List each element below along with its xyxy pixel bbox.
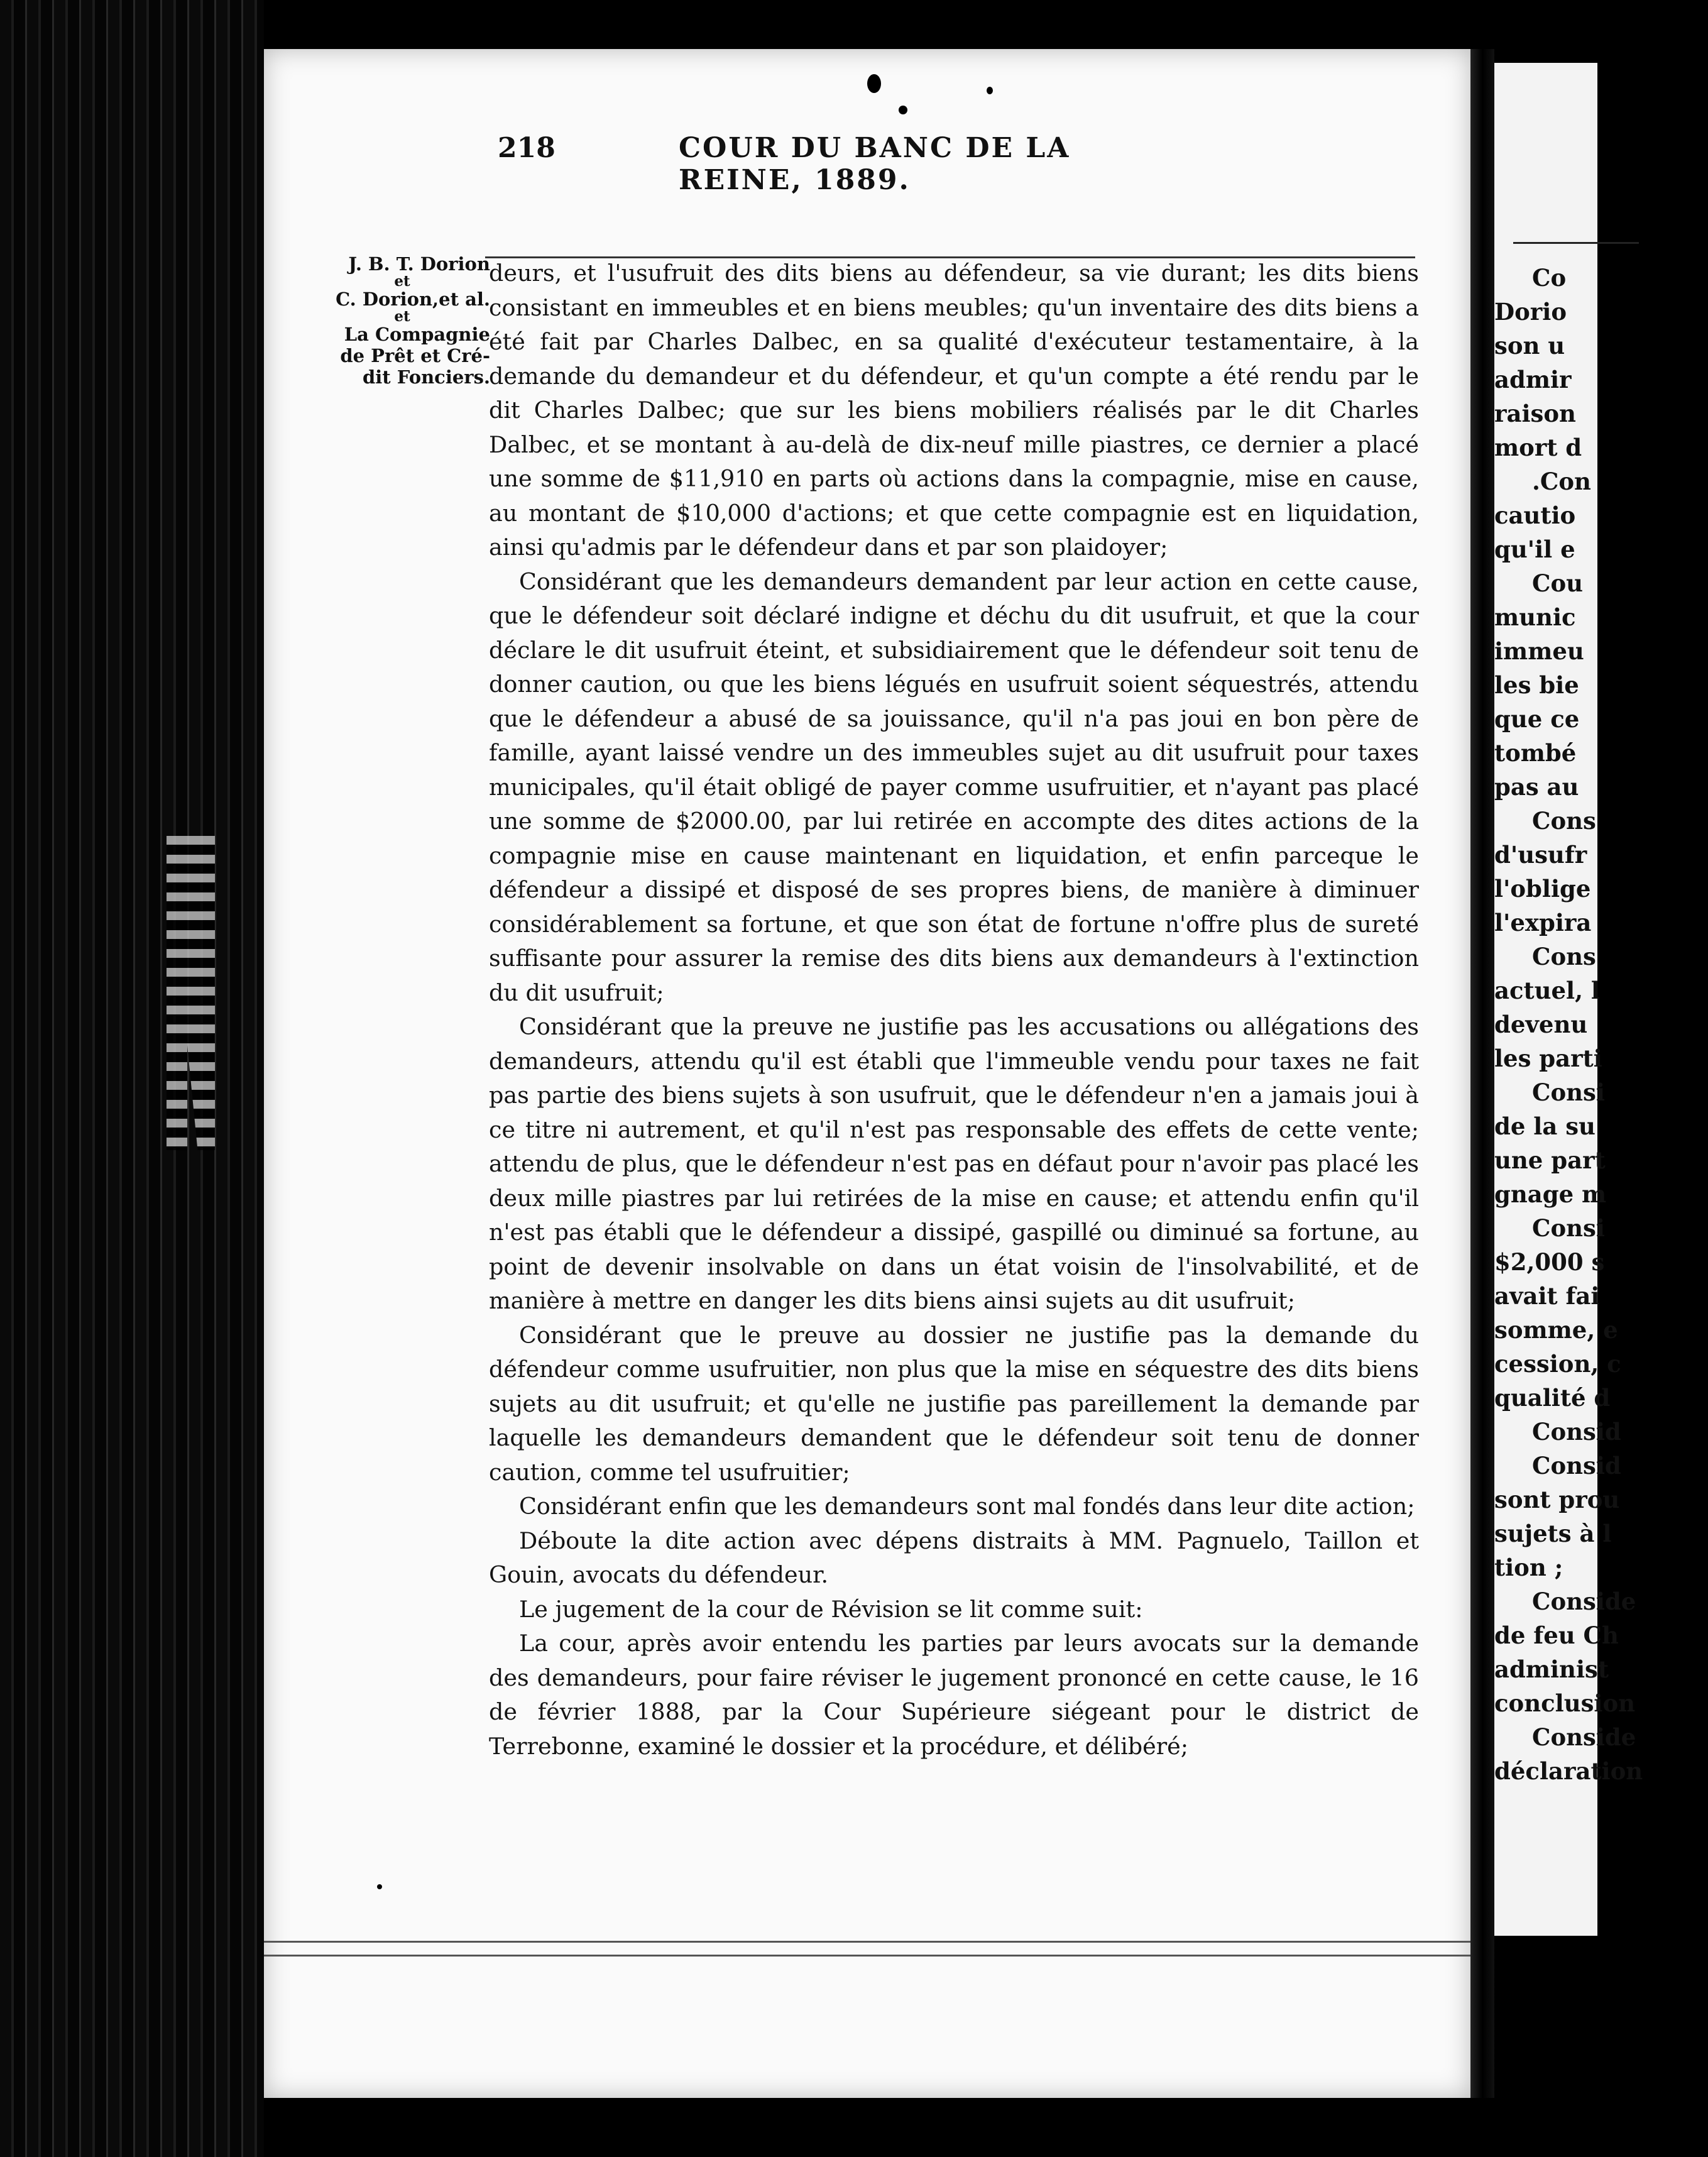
adjacent-page-line: Consi bbox=[1532, 1214, 1605, 1242]
adjacent-page-line: gnage m bbox=[1494, 1180, 1607, 1208]
adjacent-page-line: pas au bbox=[1494, 773, 1579, 801]
scan-speck bbox=[899, 106, 907, 114]
adjacent-page bbox=[1494, 63, 1643, 1936]
frame-rule bbox=[264, 1941, 1470, 1943]
paragraph: Déboute la dite action avec dépens distraits à MM. Pagnuelo, Taillon et Gouin, avocats du défendeur. bbox=[489, 1527, 1419, 1588]
adjacent-page-line: déclaration bbox=[1494, 1757, 1643, 1785]
side-note-line: et bbox=[394, 273, 410, 290]
adjacent-page-line: Dorio bbox=[1494, 298, 1567, 326]
page-gutter bbox=[1470, 49, 1494, 2098]
side-note-line: C. Dorion,et al. bbox=[336, 288, 490, 310]
side-note-line: et bbox=[394, 308, 410, 325]
adjacent-page-line: cession, c bbox=[1494, 1350, 1621, 1378]
paragraph: Le jugement de la cour de Révision se lit comme suit: bbox=[519, 1595, 1143, 1623]
adjacent-page-line: munic bbox=[1494, 603, 1576, 631]
adjacent-page-line: Consi bbox=[1532, 1078, 1605, 1106]
document-page bbox=[264, 49, 1470, 2098]
paragraph: Considérant que les demandeurs demandent par leur action en cette cause, que le défendeur soit déclaré indigne et déchu du dit usufruit, et que la cour déclare le dit usufruit éteint, et subsidiairement que le défendeur soit tenu de donner caution, ou que les biens légués en usufruit soient séquestrés, attendu que le défendeur a abusé de sa jouissance, qu'il n'a pas joui en bon père de famille, ayant laissé vendre un des immeubles sujet au dit usufruit pour taxes municipales, qu'il était obligé de payer comme usufruitier, et n'ayant pas placé une somme de $2000.00, par lui retirée en accompte des dites actions de la compagnie mise en cause maintenant en liquidation, et enfin parceque le défendeur a dissipé et disposé de ses propres biens, de manière à diminuer considérablement sa fortune, et que son état de fortune n'offre plus de sureté suffisante pour assurer la remise des dits biens aux demandeurs à l'extinction du dit usufruit; bbox=[489, 568, 1419, 1006]
adjacent-page-line: avait fai bbox=[1494, 1282, 1600, 1310]
adjacent-page-line: les parti bbox=[1494, 1045, 1602, 1072]
scan-speck bbox=[987, 87, 993, 94]
paragraph: deurs, et l'usufruit des dits biens au défendeur, sa vie durant; les dits biens consistant en immeubles et en biens meubles; qu'un inventaire des dits biens a été fait par Charles Dalbec, en sa qualité d'exécuteur testamentaire, à la demande du demandeur et du défendeur, et qu'un compte a été rendu par le dit Charles Dalbec; que sur les biens mobiliers réalisés par le dit Charles Dalbec, et se montant à au-delà de dix-neuf mille piastres, ce dernier a placé une somme de $11,910 en parts où actions dans la compagnie, mise en cause, au montant de $10,000 d'actions; et que cette compagnie est en liquidation, ainsi qu'admis par le défendeur dans et par son plaidoyer; bbox=[489, 260, 1419, 561]
body-text bbox=[489, 256, 1419, 1764]
adjacent-page-line: devenu bbox=[1494, 1011, 1588, 1038]
paragraph: Considérant enfin que les demandeurs sont mal fondés dans leur dite action; bbox=[519, 1493, 1415, 1520]
running-head bbox=[0, 132, 1194, 196]
page-number: 218 bbox=[498, 132, 556, 164]
case-parties-side-note bbox=[189, 253, 490, 388]
adjacent-page-line: l'oblige bbox=[1494, 875, 1591, 903]
side-note-line: La Compagnie bbox=[344, 324, 490, 345]
adjacent-page-line: que ce bbox=[1494, 705, 1580, 733]
adjacent-page-line: l'expira bbox=[1494, 909, 1592, 936]
running-title: COUR DU BANC DE LA REINE, 1889. bbox=[679, 132, 1071, 196]
adjacent-page-line: actuel, l bbox=[1494, 977, 1600, 1004]
adjacent-page-line: cautio bbox=[1494, 502, 1576, 529]
adjacent-page-line: Conside bbox=[1532, 1588, 1636, 1615]
side-note-line: dit Fonciers. bbox=[362, 366, 490, 388]
adjacent-page-line: une part bbox=[1494, 1146, 1606, 1174]
adjacent-page-line: tion ; bbox=[1494, 1554, 1563, 1581]
scan-speck bbox=[377, 1884, 382, 1889]
adjacent-page-line: $2,000 s bbox=[1494, 1248, 1605, 1276]
adjacent-page-line: de feu Ch bbox=[1494, 1622, 1619, 1649]
adjacent-page-line: Conside bbox=[1532, 1723, 1636, 1751]
adjacent-page-line: qu'il e bbox=[1494, 535, 1575, 563]
adjacent-page-line: sujets à l bbox=[1494, 1520, 1612, 1547]
paragraph: Considérant que la preuve ne justifie pas les accusations ou allégations des demandeurs, attendu qu'il est établi que l'immeuble vendu pour taxes ne fait pas partie des biens sujets à son usufruit, que le défendeur n'en a jamais joui à ce titre ni autrement, et qu'il n'est pas responsable des effets de cette vente; attendu de plus, que le défendeur n'est pas en défaut pour n'avoir pas placé les deux mille piastres par lui retirées de la mise en cause; et attendu enfin qu'il n'est pas établi que le défendeur a dissipé, gaspillé ou diminué sa fortune, au point de devenir insolvable on dans un état voisin de l'insolvabilité, et de manière à mettre en danger les dits biens ainsi sujets au dit usufruit; bbox=[489, 1013, 1419, 1314]
adjacent-page-line: conclusion bbox=[1494, 1689, 1636, 1717]
adjacent-page-rule bbox=[1513, 242, 1639, 244]
adjacent-page-line: raison bbox=[1494, 400, 1576, 427]
adjacent-page-line: administ bbox=[1494, 1655, 1609, 1683]
adjacent-page-line: Co bbox=[1532, 264, 1567, 292]
side-note-line: de Prêt et Cré- bbox=[340, 345, 490, 366]
adjacent-page-line: immeu bbox=[1494, 637, 1584, 665]
adjacent-page-line: sont prou bbox=[1494, 1486, 1620, 1513]
adjacent-page-line: tombé bbox=[1494, 739, 1577, 767]
adjacent-page-line: d'usufr bbox=[1494, 841, 1587, 869]
adjacent-page-line: qualité d bbox=[1494, 1384, 1611, 1412]
adjacent-page-line: admir bbox=[1494, 366, 1572, 393]
paragraph: Considérant que le preuve au dossier ne justifie pas la demande du défendeur comme usufruitier, non plus que la mise en séquestre des dits biens sujets au dit usufruit; et qu'elle ne justifie pas pareillement la demande par laquelle les demandeurs demandent que le défendeur soit tenu de donner caution, comme tel usufruitier; bbox=[489, 1321, 1419, 1486]
adjacent-page-line: Cons bbox=[1532, 807, 1596, 835]
adjacent-page-line: Consid bbox=[1532, 1452, 1621, 1479]
adjacent-page-line: Consid bbox=[1532, 1418, 1621, 1446]
side-note-line: J. B. T. Dorion bbox=[348, 253, 490, 275]
adjacent-page-line: Cons bbox=[1532, 943, 1596, 970]
adjacent-page-text bbox=[1494, 261, 1708, 1788]
adjacent-page-line: les bie bbox=[1494, 671, 1579, 699]
adjacent-page-line: somme, e bbox=[1494, 1316, 1618, 1344]
scan-speck bbox=[867, 74, 881, 93]
adjacent-page-line: son u bbox=[1494, 332, 1565, 360]
frame-rule bbox=[264, 1955, 1470, 1957]
paragraph: La cour, après avoir entendu les parties par leurs avocats sur la demande des demandeurs, pour faire réviser le jugement prononcé en cette cause, le 16 de février 1888, par la Cour Supérieure siégeant pour le district de Terrebonne, examiné le dossier et la procédure, et délibéré; bbox=[489, 1630, 1419, 1760]
adjacent-page-line: .Con bbox=[1532, 468, 1591, 495]
adjacent-page-line: de la su bbox=[1494, 1112, 1596, 1140]
adjacent-page-line: mort d bbox=[1494, 434, 1582, 461]
adjacent-page-line: Cou bbox=[1532, 569, 1584, 597]
